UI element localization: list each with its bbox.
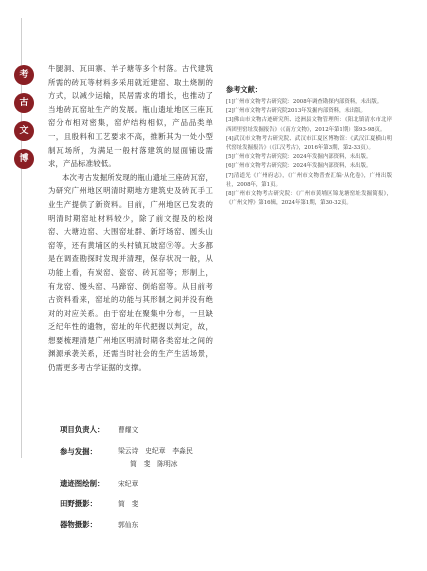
article-body [48,62,213,375]
credit-row-drawing [60,474,260,495]
credit-row-field-photo [60,494,260,515]
reference-item: [3]佛山市文物古迹研究所、迳洲县文物管理所：《阳北镇清水市北岸西团里窑址发掘报告》（《南方文物》，2012年第1期）第93-98页。 [226,117,392,133]
credit-value: 郭仙东 [118,520,139,529]
reference-item: [4]武汉市文物考古研究院、武汉市江夏区博物馆：《武汉江夏横山明代窑址发掘报告》（《江汉考古》，2016年第3期，第2-33页）。 [226,135,392,152]
reference-item: [8]广州市文物考古研究院：《广州市黄埔区锦龙塘窑址发掘简报》，《广州文博》第16辑，2024年第1期，第30-32页。 [226,191,392,207]
body-paragraph: 牛腿洞、瓦田寨、羊子塘等多个村落。古代建筑所需的砖瓦等材料多采用就近建窑、取土烧制的方式，以减少运输，民居需求的增长，也推动了当地砖瓦窑址生产的发展。瓶山遗址地区三座瓦窑分布相对密集，窑炉结构相似，产品品类单一，且殷料和工艺要求不高，推断其为一处小型制瓦场所，为满足一般村落建筑的屋面铺设需求，产品标准较低。 [48,64,213,169]
section-badge-4: 博 [14,149,34,169]
credit-label: 遗迹图绘制： [60,478,105,488]
section-badge-1: 考 [14,65,34,85]
reference-item: [5]广州市文物考古研究院：2024年发掘内部资料，未出版。 [226,154,372,161]
credit-value: 梁云诗 史纪章 李淼民 [118,446,193,455]
credit-value: 曹耀文 [118,426,139,434]
credit-label: 参与发掘： [60,446,97,456]
credit-value-group [118,445,193,471]
credit-value-continued: 简 斐 陈明冰 [130,459,178,468]
reference-item: [1]广州市文物考古研究院：2008年调查勘探内部资料，未出版。 [226,99,383,105]
credit-label: 项目负责人： [60,425,105,434]
section-badge-2: 古 [14,93,34,113]
section-badges [14,65,34,177]
credit-value: 宋纪章 [118,479,139,488]
credit-row-project-lead [60,420,260,441]
reference-item: [6]广州市文物考古研究院：2024年发掘内部资料，未出版。 [226,163,372,170]
references-section [226,85,392,208]
credit-label: 器物摄影： [60,519,97,529]
credit-row-excavation [60,441,260,474]
reference-item: [2]广州市文物考古研究院2013年发掘内部资料，未出版。 [226,108,366,115]
section-badge-3: 文 [14,121,34,141]
credit-label: 田野摄影： [60,499,97,508]
credits-block [60,420,260,535]
credit-row-artifact-photo [60,515,260,536]
references-title: 参考文献： [226,85,262,94]
reference-item: [7]清道光《广州府志》，《广州市文物普查汇编·从化卷》，广州出版社，2008年，第1页。 [226,172,392,188]
body-paragraph: 本次考古发掘所发现的瓶山遗址三座砖瓦窑，为研究广州地区明清时期地方建筑史及砖瓦手工业生产提供了新资料。目前，广州地区已发表的明清时期窑址材料较少，除了前文提及的松岗窑、大塘边窑、大围窑址群、新圩场窑、圆头山窑等，还有黄埔区的头村镇瓦坡窑⑨等。大多都是在调查勘探时发现并清理，保存状况一般，从功能上看，有炭窑、瓷窑、砖瓦窑等；形制上，有龙窑、馒头窑、马蹄窑、倒焰窑等。从目前考古资料看来，窑址的功能与其形制之间并没有绝对的对应关系。由于窑址在聚集中分布，一旦缺乏纪年性的遗物，窑址的年代把握以判定，故，想要梳理清楚广州地区明清时期各类窑址之间的渊源承袭关系，还需当时社会的生产生活场景，仍需更多考古学证据的支撑。 [48,172,213,373]
credit-value: 简 斐 [118,500,139,508]
